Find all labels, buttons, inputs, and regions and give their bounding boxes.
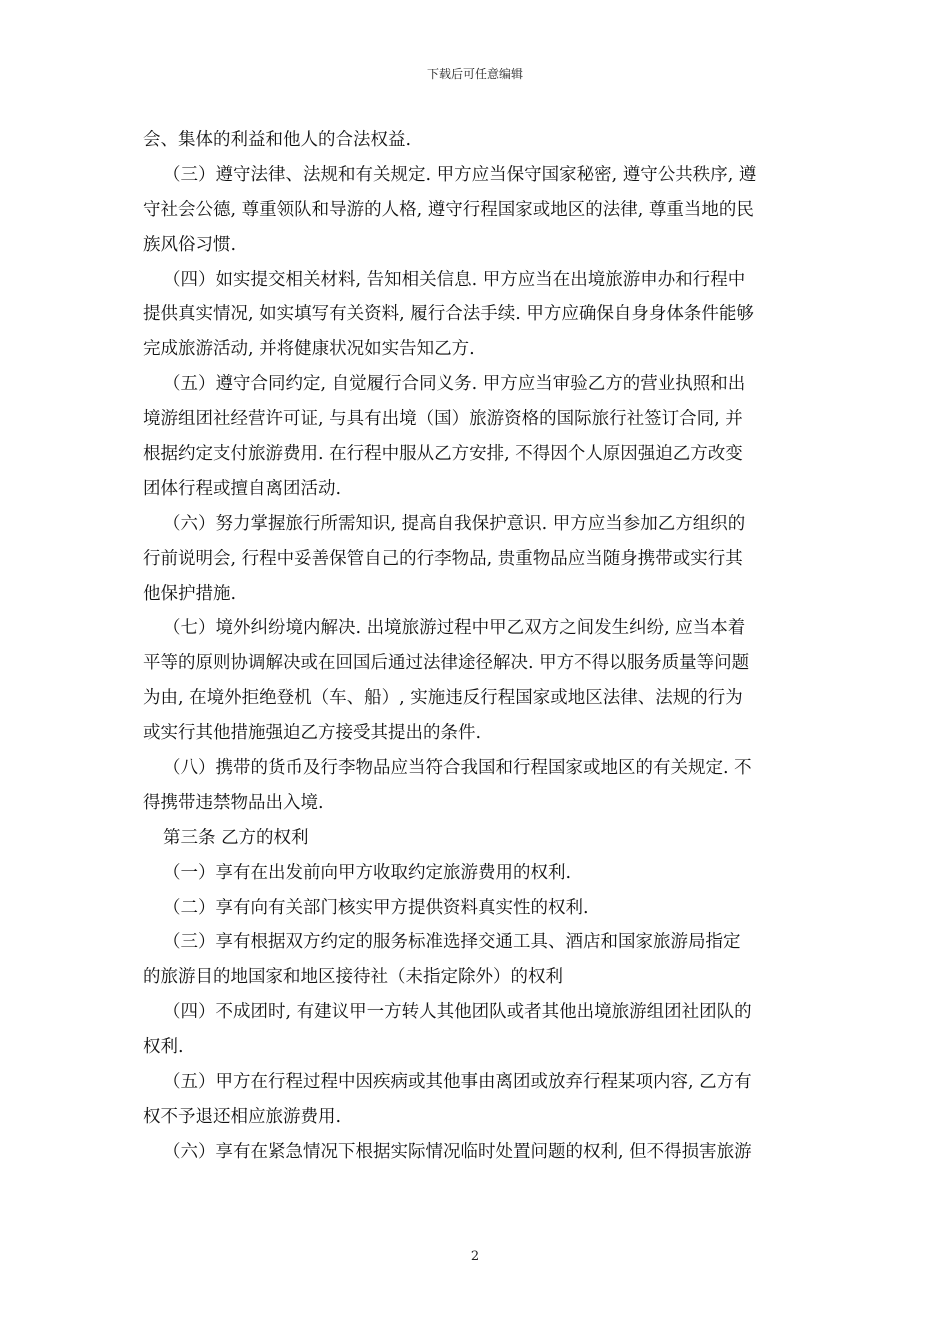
text-line: （七）境外纠纷境内解决. 出境旅游过程中甲乙双方之间发生纠纷, 应当本着 — [163, 618, 746, 639]
text-line: 行前说明会, 行程中妥善保管自己的行李物品, 贵重物品应当随身携带或实行其 — [143, 548, 743, 569]
text-line: 提供真实情况, 如实填写有关资料, 履行合法手续. 甲方应确保自身身体条件能够 — [143, 304, 754, 325]
text-line: （一）享有在出发前向甲方收取约定旅游费用的权利. — [163, 862, 572, 883]
text-line: （五）遵守合同约定, 自觉履行合同义务. 甲方应当审验乙方的营业执照和出 — [163, 374, 746, 395]
text-line: 权利. — [143, 1037, 184, 1058]
text-line: 团体行程或擅自离团活动. — [143, 478, 342, 499]
text-line: 第三条 乙方的权利 — [163, 827, 309, 848]
text-line: 完成旅游活动, 并将健康状况如实告知乙方. — [143, 339, 475, 360]
text-line: 族风俗习惯. — [143, 234, 237, 255]
text-line: 为由, 在境外拒绝登机（车、船）, 实施违反行程国家或地区法律、法规的行为 — [143, 688, 743, 709]
text-line: （二）享有向有关部门核实甲方提供资料真实性的权利. — [163, 897, 589, 918]
text-line: 会、集体的利益和他人的合法权益. — [143, 130, 412, 150]
text-line: （四）不成团时, 有建议甲一方转人其他团队或者其他出境旅游组团社团队的 — [163, 1002, 752, 1023]
text-line: 守社会公德, 尊重领队和导游的人格, 遵守行程国家或地区的法律, 尊重当地的民 — [143, 199, 754, 220]
text-line: （三）享有根据双方约定的服务标准选择交通工具、酒店和国家旅游局指定 — [163, 932, 741, 953]
text-line: 权不予退还相应旅游费用. — [143, 1106, 342, 1127]
text-line: 或实行其他措施强迫乙方接受其提出的条件. — [143, 723, 482, 744]
text-line: （五）甲方在行程过程中因疾病或其他事由离团或放弃行程某项内容, 乙方有 — [163, 1072, 752, 1093]
text-line: 得携带违禁物品出入境. — [143, 792, 324, 813]
text-line: 的旅游目的地国家和地区接待社（未指定除外）的权利 — [143, 967, 563, 988]
document-body — [143, 123, 807, 1170]
text-line: （八）携带的货币及行李物品应当符合我国和行程国家或地区的有关规定. 不 — [163, 758, 752, 779]
text-line: 根据约定支付旅游费用. 在行程中服从乙方安排, 不得因个人原因强迫乙方改变 — [143, 444, 743, 465]
text-line: （三）遵守法律、法规和有关规定. 甲方应当保守国家秘密, 遵守公共秩序, 遵 — [163, 164, 757, 185]
text-line: （四）如实提交相关材料, 告知相关信息. 甲方应当在出境旅游申办和行程中 — [163, 269, 746, 290]
text-line: （六）享有在紧急情况下根据实际情况临时处置问题的权利, 但不得损害旅游 — [163, 1141, 752, 1162]
text-line: 他保护措施. — [143, 583, 237, 604]
page-number: 2 — [470, 1249, 480, 1264]
page-header: 下载后可任意编辑 — [426, 67, 523, 81]
text-line: 境游组团社经营许可证, 与具有出境（国）旅游资格的国际旅行社签订合同, 并 — [143, 409, 743, 430]
text-line: （六）努力掌握旅行所需知识, 提高自我保护意识. 甲方应当参加乙方组织的 — [163, 513, 746, 534]
text-line: 平等的原则协调解决或在回国后通过法律途径解决. 甲方不得以服务质量等问题 — [143, 653, 750, 674]
